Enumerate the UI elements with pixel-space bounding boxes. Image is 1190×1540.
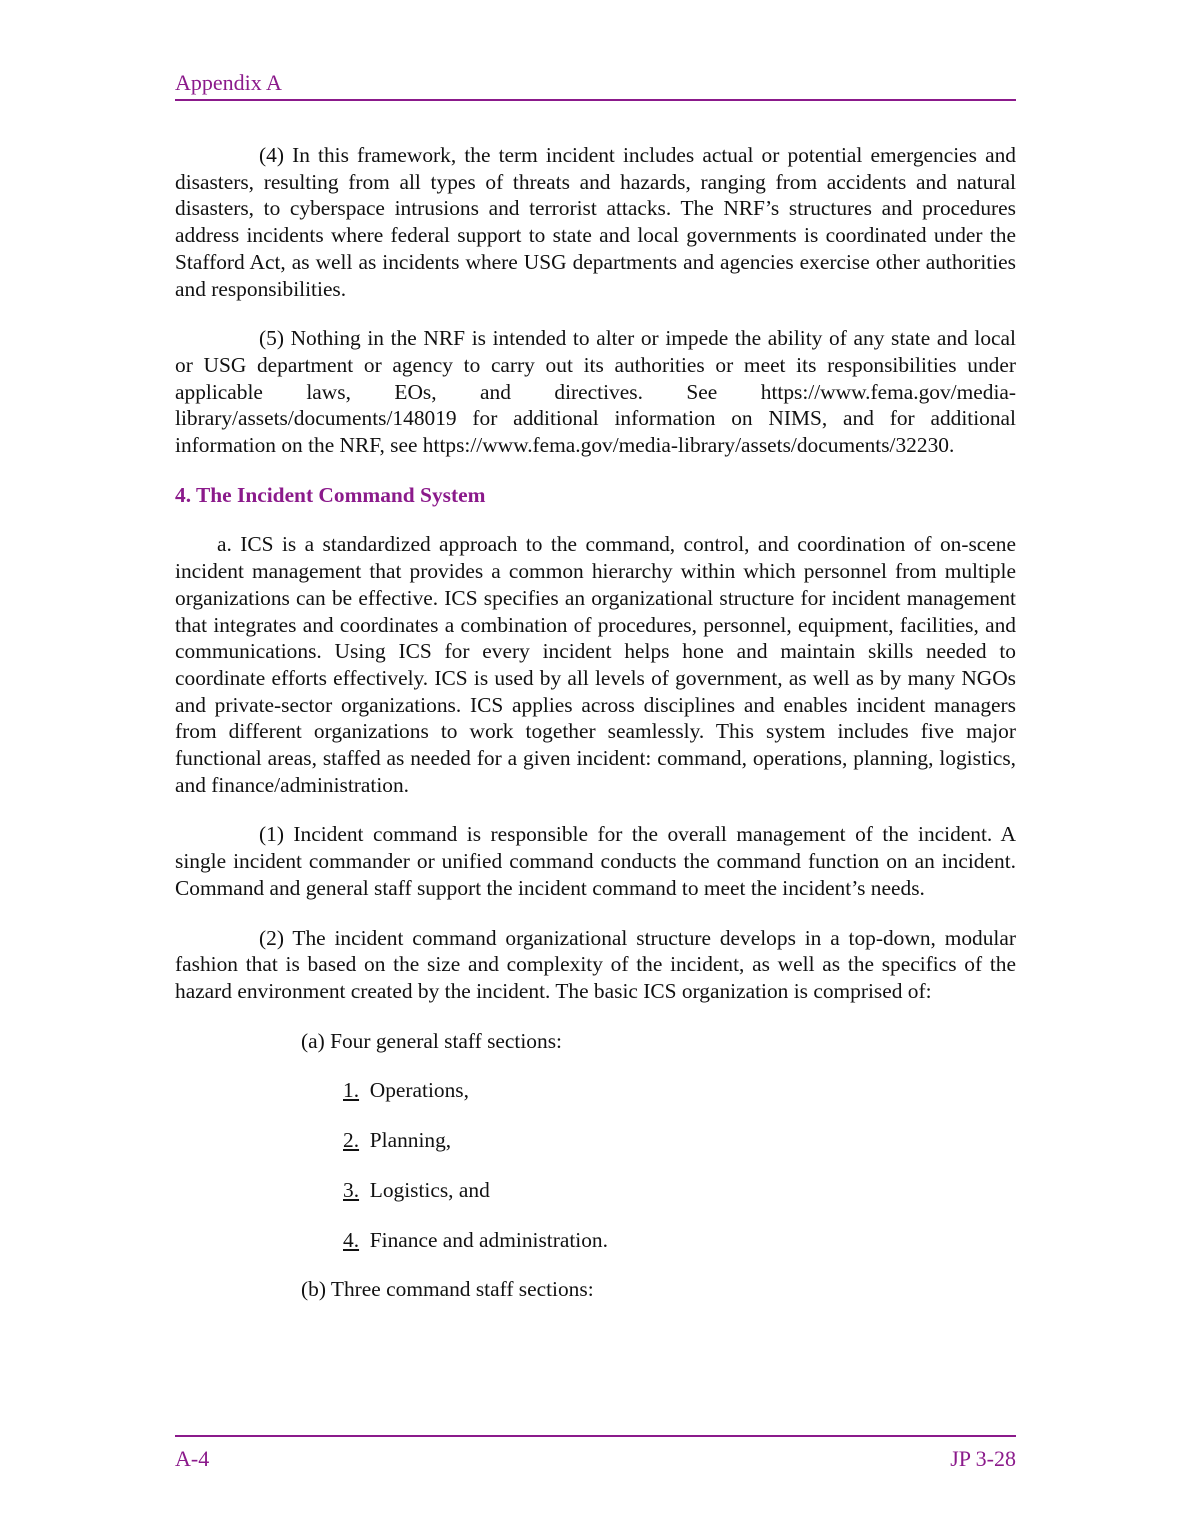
list-item <box>175 1177 1016 1204</box>
footer-rule <box>175 1435 1016 1437</box>
section-heading: 4. The Incident Command System <box>175 482 486 507</box>
page-number: A-4 <box>175 1446 210 1471</box>
paragraph-a: a. ICS is a standardized approach to the command, control, and coordination of on-scene incident management that provides a common hierarchy within which personnel from multiple organizations can be effective. ICS specifies an organizational structure for incident management that integrates and coordinates a combination of procedures, personnel, equipment, facilities, and communications. Using ICS for every incident helps hone and maintain skills needed to coordinate efforts effectively. ICS is used by all levels of government, as well as by many NGOs and private-sector organizations. ICS applies across disciplines and enables incident managers from different organizations to work together seamlessly. This system includes five major functional areas, staffed as needed for a given incident: command, operations, planning, logistics, and finance/administration. <box>175 532 1016 797</box>
running-header: Appendix A <box>175 70 282 95</box>
paragraph-4: (4) In this framework, the term incident includes actual or potential emergencies and disasters, resulting from all types of threats and hazards, ranging from accidents and natural disasters, to cyberspace intrusions and terrorist attacks. The NRF’s structures and procedures address incidents where federal support to state and local governments is coordinated under the Stafford Act, as well as incidents where USG departments and agencies exercise other authorities and responsibilities. <box>175 143 1016 301</box>
paragraph-5: (5) Nothing in the NRF is intended to alter or impede the ability of any state and local or USG department or agency to carry out its authorities or meet its responsibilities under applicable laws, EOs, and directives. See https://www.fema.gov/media-library/assets/documents/148019 for additional information on NIMS, and for additional information on the NRF, see https://www.fema.gov/media-library/assets/documents/32230. <box>175 326 1016 458</box>
publication-id: JP 3-28 <box>950 1446 1016 1471</box>
list-item-text: Logistics, and <box>369 1177 490 1202</box>
header-rule <box>175 99 1016 101</box>
list-item-number: 1. <box>343 1078 360 1103</box>
list-item-a: (a) Four general staff sections: <box>301 1028 562 1053</box>
list-item-number: 2. <box>343 1128 360 1153</box>
list-item <box>175 1127 1016 1154</box>
paragraph-a-2: (2) The incident command organizational structure develops in a top-down, modular fashion that is based on the size and complexity of the incident, as well as the specifics of the hazard environment created by the incident. The basic ICS organization is comprised of: <box>175 925 1016 1003</box>
list-item-text: Finance and administration. <box>369 1227 608 1252</box>
list-item-number: 3. <box>343 1177 360 1202</box>
paragraph-a-1: (1) Incident command is responsible for the overall management of the incident. A single incident commander or unified command conducts the command function on an incident. Command and general staff support the incident command to meet the incident’s needs. <box>175 822 1016 900</box>
list-item-text: Planning, <box>369 1128 452 1153</box>
list-item-number: 4. <box>343 1227 360 1252</box>
list-item <box>175 1077 1016 1104</box>
list-item-text: Operations, <box>369 1078 469 1103</box>
list-item-b: (b) Three command staff sections: <box>301 1277 594 1302</box>
list-item <box>175 1227 1016 1254</box>
page-body <box>175 142 1016 1326</box>
